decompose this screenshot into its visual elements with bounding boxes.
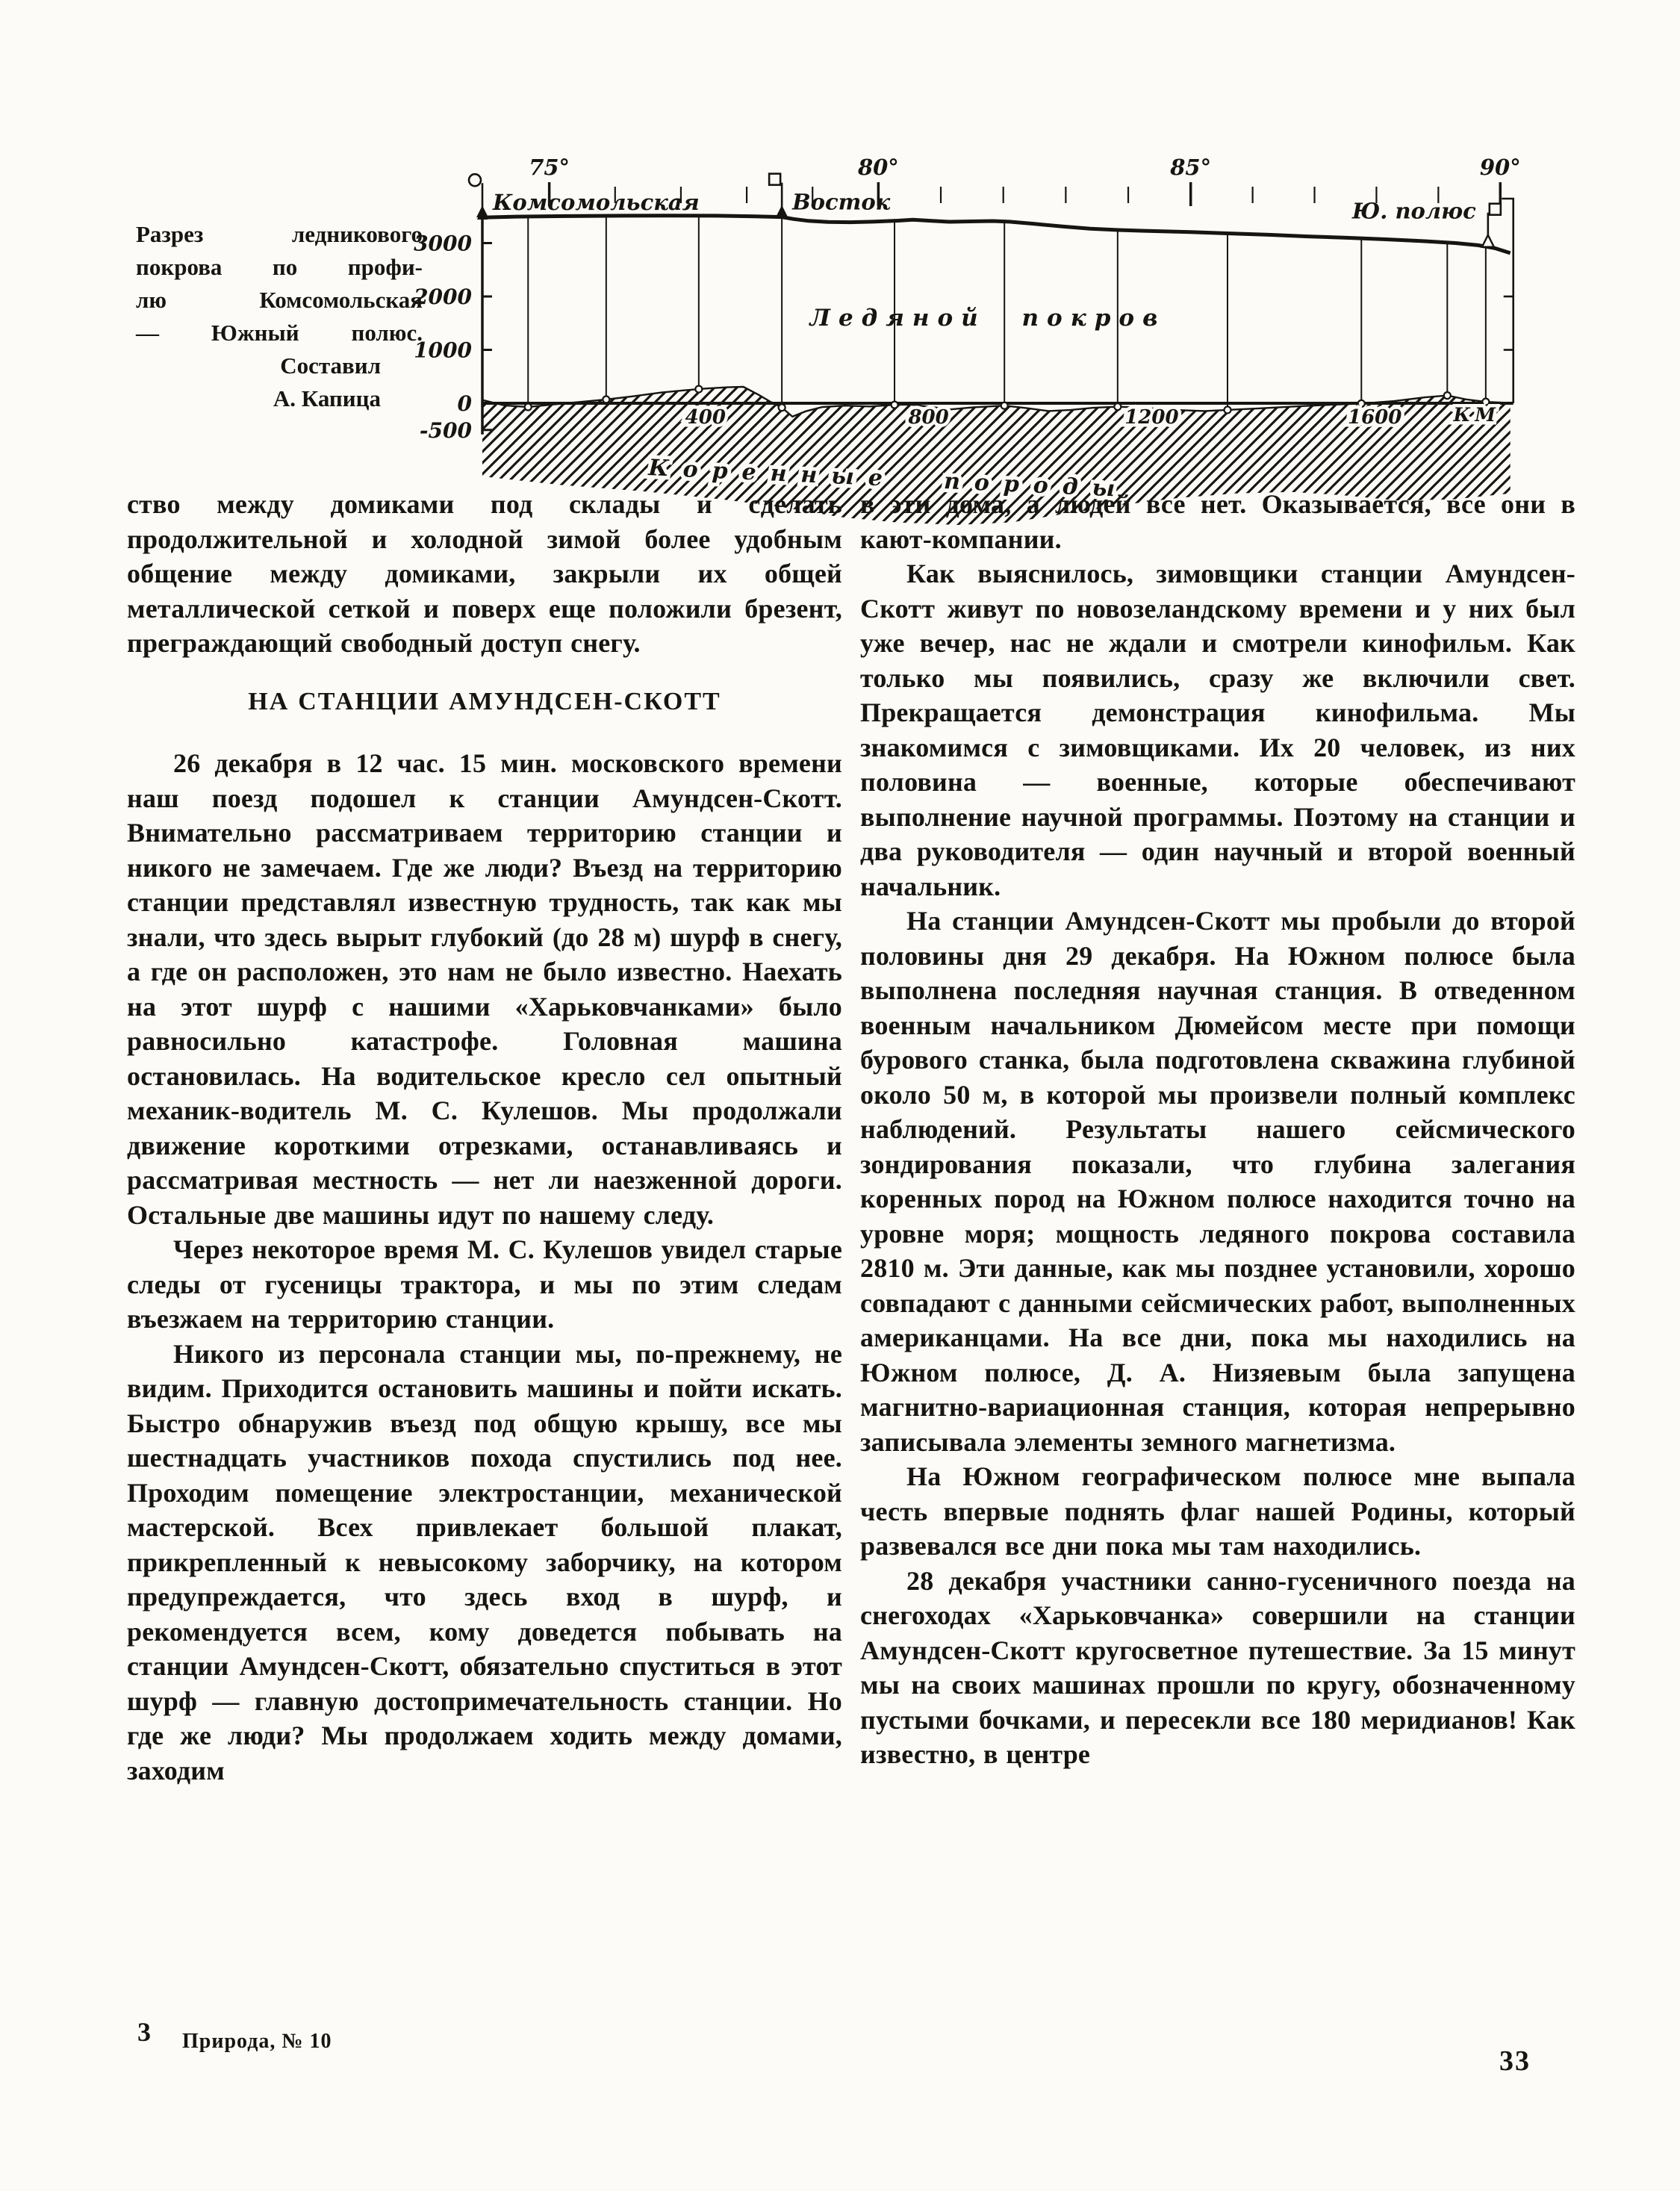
distance-tick-label: 1600	[1348, 406, 1402, 429]
journal-imprint: Природа, № 10	[182, 2030, 332, 2053]
page-number: 33	[1499, 2045, 1531, 2077]
bedrock-marker	[1001, 403, 1008, 409]
paragraph: ство между домиками под склады и сделать продолжительной и холодной зимой более удобным общение между домиками, закрыли их общей металлической сеткой и поверх еще положили брезент, преграждающий свободный доступ снегу.	[127, 489, 842, 658]
ice-cover-label: Ледяной покров	[809, 305, 1166, 332]
bedrock-marker	[1114, 403, 1121, 410]
bedrock-marker	[1444, 392, 1451, 399]
right-column	[860, 487, 1575, 1772]
bedrock-marker	[892, 402, 898, 408]
paragraph: в эти дома, а людей все нет. Оказывается, все они в кают-компании.	[860, 489, 1575, 554]
caption-compiler-label: Составил	[280, 352, 381, 379]
distance-unit-label: КМ	[1453, 404, 1500, 426]
y-axis-tick-label: -500	[419, 417, 472, 443]
bedrock-marker	[603, 396, 609, 403]
y-axis-tick-label: 3000	[414, 231, 472, 256]
section-heading: НА СТАНЦИИ АМУНДСЕН-СКОТТ	[248, 687, 721, 715]
station-label: Восток	[792, 189, 891, 215]
distance-tick-label: 400	[685, 406, 726, 429]
y-axis-tick-label: 0	[457, 391, 472, 416]
pole-elevation-ruler	[1502, 199, 1513, 403]
paragraph: На Южном географическом полюсе мне выпала честь впервые поднять флаг нашей Родины, который развевался все дни пока мы там находились.	[860, 1461, 1575, 1561]
station-flag-icon	[469, 174, 481, 186]
left-column	[127, 487, 842, 1788]
bedrock-label: Коренные породы	[647, 455, 1130, 503]
bedrock-marker	[1224, 406, 1231, 413]
distance-tick-label: 800	[908, 406, 949, 429]
distance-tick-label: 1200	[1124, 406, 1179, 429]
latitude-tick-label: 75°	[529, 155, 570, 180]
figure-caption	[136, 218, 423, 415]
caption-line: лю Комсомольская	[136, 287, 423, 313]
paragraph: Никого из персонала станции мы, по-прежнему, не видим. Приходится остановить машины и пойти искать. Быстро обнаружив въезд под общую крышу, все мы шестнадцать участников похода спустились под нее. Проходим помещение электростанции, механической мастерской. Всех привлекает большой плакат, прикрепленный к невысокому заборчику, на котором предупреждается, что здесь вход в шурф, и рекомендуется всем, кому доведется побывать на станции Амундсен-Скотт, обязательно спуститься в этот шурф — главную достопримечательность станции. Но где же люди? Мы продолжаем ходить между домами, заходим	[127, 1338, 842, 1786]
y-axis-tick-label: 2000	[414, 285, 472, 309]
latitude-tick-label: 80°	[857, 155, 899, 180]
paragraph: 28 декабря участники санно-гусеничного поезда на снегоходах «Харьковчанка» совершили на станции Амундсен-Скотт кругосветное путешествие. За 15 минут мы на своих машинах прошли по кругу, обозначенному пустыми бочками, и пересекли все 180 меридианов! Как известно, в центре	[860, 1565, 1575, 1769]
caption-line: покрова по профи-	[136, 254, 423, 280]
y-axis-tick-label: 1000	[414, 338, 472, 363]
paragraph: 26 декабря в 12 час. 15 мин. московского времени наш поезд подошел к станции Амундсен-Скотт. Внимательно рассматриваем территорию станции и никого не замечаем. Где же люди? Въезд на территорию станции представлял известную трудность, так как мы знали, что здесь вырыт глубокий (до 28 м) шурф в снегу, а где он расположен, это нам не было известно. Наехать на этот шурф с нашими «Харьковчанками» было равносильно катастрофе. Головная машина остановилась. На водительское кресло сел опытный механик-водитель М. С. Кулешов. Мы продолжали движение короткими отрезками, останавливаясь и рассматривая местность — нет ли наезженной дороги. Остальные две машины идут по нашему следу.	[127, 748, 842, 1230]
station-flag-icon	[1490, 204, 1501, 215]
printer-signature: 3	[137, 2017, 151, 2047]
paragraph: Как выяснилось, зимовщики станции Амундсен-Скотт живут по новозеландскому времени и у них был уже вечер, нас не ждали и смотрели кинофильм. Как только мы появились, сразу же включили свет. Прекращается демонстрация кинофильма. Мы знакомимся с зимовщиками. Их 20 человек, из них половина — военные, которые обеспечивают выполнение научной программы. Поэтому на станции и два руководителя — один научный и второй военный начальник.	[860, 559, 1575, 901]
caption-line: Разрез ледникового	[136, 221, 423, 247]
station-label: Комсомольская	[493, 190, 700, 216]
station-flag-icon	[769, 174, 780, 185]
caption-line: — Южный полюс.	[136, 320, 423, 346]
paragraph: Через некоторое время М. С. Кулешов увидел старые следы от гусеницы трактора, и мы по этим следам въезжаем на территорию станции.	[127, 1234, 842, 1334]
paragraph: На станции Амундсен-Скотт мы пробыли до второй половины дня 29 декабря. На Южном полюсе была выполнена последняя научная станция. В отведенном военным начальником Дюмейсом месте при помощи бурового станка, была подготовлена скважина глубиной около 50 м, в которой мы произвели полный комплекс наблюдений. Результаты нашего сейсмического зондирования показали, что глубина залегания коренных пород на Южном полюсе находится точно на уровне моря; мощность ледяного покрова составила 2810 м. Эти данные, как мы позднее установили, хорошо совпадают с данными сейсмических работ, выполненных американцами. На все дни, пока мы находились на Южном полюсе, Д. А. Низяевым была запущена магнитно-вариационная станция, которая непрерывно записывала элементы земного магнетизма.	[860, 906, 1575, 1457]
station-base-marker	[1482, 235, 1494, 247]
glacier-profile-figure	[413, 140, 1548, 544]
caption-author: А. Капица	[273, 385, 381, 411]
station-base-marker	[476, 205, 488, 217]
latitude-tick-label: 90°	[1479, 155, 1521, 180]
glacier-profile-chart	[413, 140, 1533, 544]
bedrock-marker	[525, 404, 532, 411]
latitude-tick-label: 85°	[1170, 155, 1212, 180]
station-label: Ю. полюс	[1351, 198, 1476, 224]
bedrock-marker	[695, 386, 702, 393]
chart-content	[413, 155, 1521, 525]
bedrock-marker	[779, 404, 785, 411]
station-base-marker	[776, 205, 788, 217]
